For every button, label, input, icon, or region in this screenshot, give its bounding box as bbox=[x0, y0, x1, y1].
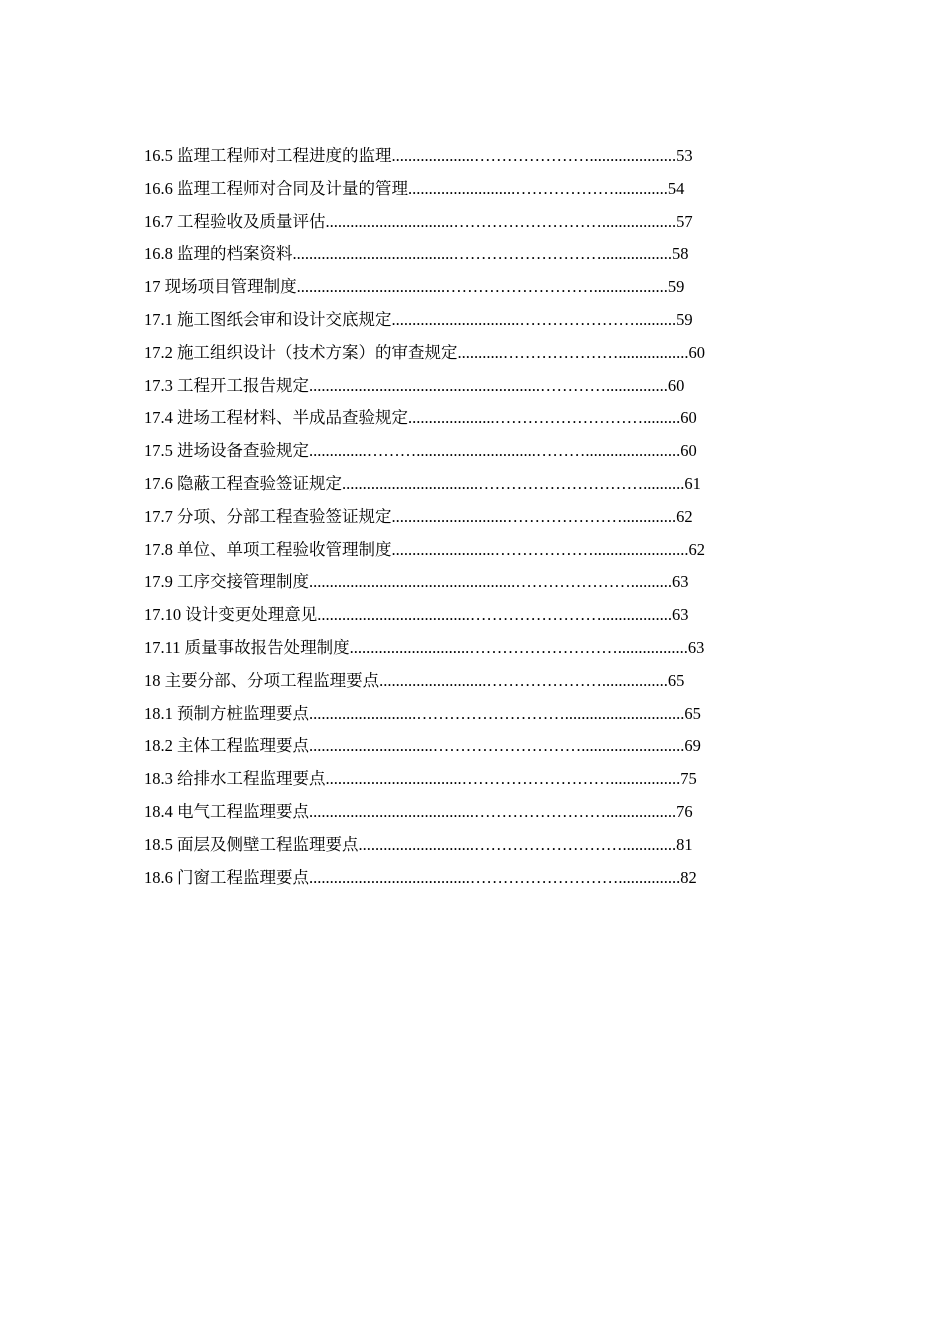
toc-entry-17-9[interactable]: 17.9 工序交接管理制度..................................................…………………..........63 bbox=[144, 572, 689, 592]
toc-entry-17-4[interactable]: 17.4 进场工程材料、半成品查验规定.....................……………………….........60 bbox=[144, 408, 697, 428]
toc-entry-17-3[interactable]: 17.3 工程开工报告规定........................................................…………...............60 bbox=[144, 375, 685, 395]
toc-entry-17-2[interactable]: 17.2 施工组织设计（技术方案）的审查规定...........………………….................60 bbox=[144, 342, 705, 362]
table-of-contents bbox=[144, 140, 804, 894]
toc-entry-18-3[interactable]: 18.3 给排水工程监理要点.................................……………………….................75 bbox=[144, 769, 697, 789]
toc-entry-17-1[interactable]: 17.1 施工图纸会审和设计交底规定...............................…………………..........59 bbox=[144, 309, 693, 329]
toc-entry-18-1[interactable]: 18.1 预制方桩监理要点..........................……………………….............................65 bbox=[144, 703, 701, 723]
toc-entry-18-5[interactable]: 18.5 面层及侧壁工程监理要点............................……………………….............81 bbox=[144, 834, 693, 854]
toc-entry-17[interactable]: 17 现场项目管理制度....................................………………………..................59 bbox=[144, 277, 685, 297]
toc-entry-16-5[interactable]: 16.5 监理工程师对工程进度的监理....................………………….....................53 bbox=[144, 146, 693, 165]
toc-entry-18-4[interactable]: 18.4 电气工程监理要点........................................…………………….................76 bbox=[144, 801, 693, 821]
toc-entry-18[interactable]: 18 主要分部、分项工程监理要点..........................…………………................65 bbox=[144, 670, 685, 690]
toc-entry-16-8[interactable]: 16.8 监理的档案资料.......................................……………………….................58 bbox=[144, 244, 689, 264]
toc-entry-17-8[interactable]: 17.8 单位、单项工程验收管理制度.........................……………….......................62 bbox=[144, 539, 705, 559]
toc-entry-17-5[interactable]: 17.5 进场设备查验规定..............……….............................……….......................60 bbox=[144, 441, 697, 461]
toc-entry-17-6[interactable]: 17.6 隐蔽工程查验签证规定.................................…………………………..........61 bbox=[144, 473, 701, 493]
toc-entry-17-7[interactable]: 17.7 分项、分部工程查验签证规定............................………………….............62 bbox=[144, 506, 693, 526]
toc-entry-18-6[interactable]: 18.6 门窗工程监理要点.......................................………………………...............82 bbox=[144, 867, 697, 887]
toc-entry-16-7[interactable]: 16.7 工程验收及质量评估...............................………………………..................57 bbox=[144, 211, 693, 231]
toc-entry-17-11[interactable]: 17.11 质量事故报告处理制度.............................……………………….................63 bbox=[144, 637, 705, 657]
toc-entry-16-6[interactable]: 16.6 监理工程师对合同及计量的管理..........................……………….............54 bbox=[144, 178, 685, 198]
toc-entry-18-2[interactable]: 18.2 主体工程监理要点..............................……………………….........................69 bbox=[144, 736, 701, 756]
toc-entry-17-10[interactable]: 17.10 设计变更处理意见.....................................…………………….................63 bbox=[144, 605, 689, 625]
